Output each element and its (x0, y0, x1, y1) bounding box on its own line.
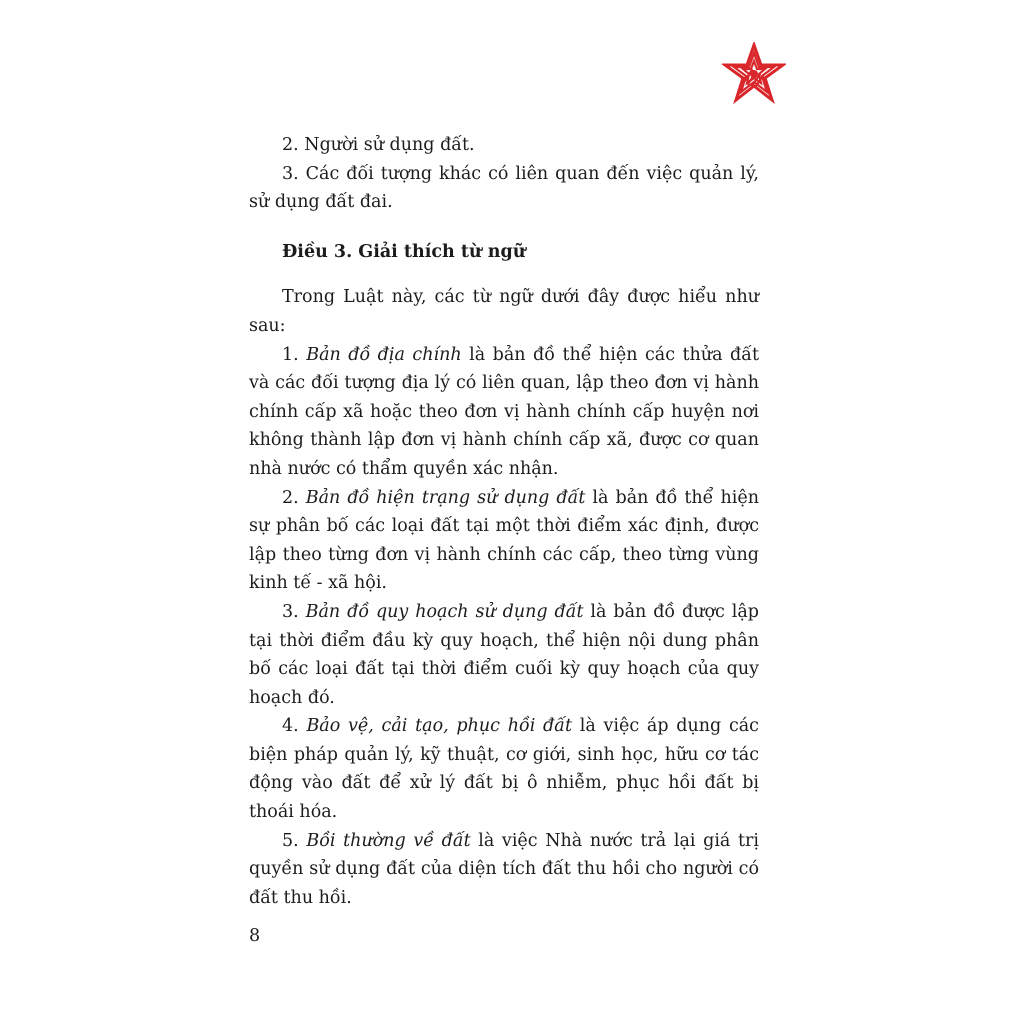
list-item-2: 2. Người sử dụng đất. (282, 135, 475, 155)
definition-number: 5. (282, 830, 307, 851)
definition-number: 4. (282, 716, 307, 737)
definition-term: Bản đồ quy hoạch sử dụng đất (305, 601, 584, 622)
article-intro: Trong Luật này, các từ ngữ dưới đây được hiểu như sau: (249, 287, 759, 336)
definition-term: Bồi thường về đất (306, 830, 471, 851)
definition-term: Bản đồ hiện trạng sử dụng đất (305, 487, 586, 508)
page-body-text (249, 131, 759, 912)
page-number: 8 (249, 926, 261, 946)
definition-term: Bảo vệ, cải tạo, phục hồi đất (306, 716, 572, 737)
definition-number: 1. (282, 344, 307, 365)
definition-text: là bản đồ thể hiện các thửa đất và các đối tượng địa lý có liên quan, lập theo đơn vị hành chính cấp xã hoặc theo đơn vị hành chính cấp huyện nơi không thành lập đơn vị hành chính cấp xã, được cơ quan nhà nước có thẩm quyền xác nhận. (249, 344, 759, 479)
definition-5 (249, 827, 759, 913)
definition-3 (249, 598, 759, 712)
definition-number: 3. (282, 601, 306, 622)
definition-number: 2. (282, 487, 306, 508)
definition-2 (249, 484, 759, 598)
definition-4 (249, 712, 759, 826)
red-star-publisher-emblem-icon (722, 42, 786, 106)
definition-text: là việc Nhà nước trả lại giá trị quyền sử dụng đất của diện tích đất thu hồi cho người có đất thu hồi. (249, 830, 759, 908)
definition-1 (249, 341, 759, 484)
definition-text: là bản đồ thể hiện sự phân bố các loại đất tại một thời điểm xác định, được lập theo từng đơn vị hành chính các cấp, theo từng vùng kinh tế - xã hội. (249, 487, 759, 594)
definition-text: là việc áp dụng các biện pháp quản lý, kỹ thuật, cơ giới, sinh học, hữu cơ tác động vào đất để xử lý đất bị ô nhiễm, phục hồi đất bị thoái hóa. (249, 716, 759, 823)
definition-term: Bản đồ địa chính (306, 344, 462, 365)
definition-text: là bản đồ được lập tại thời điểm đầu kỳ quy hoạch, thể hiện nội dung phân bố các loại đất tại thời điểm cuối kỳ quy hoạch của quy hoạch đó. (249, 601, 759, 708)
list-item-3: 3. Các đối tượng khác có liên quan đến việc quản lý, sử dụng đất đai. (249, 163, 759, 213)
article-heading: Điều 3. Giải thích từ ngữ (282, 241, 526, 262)
